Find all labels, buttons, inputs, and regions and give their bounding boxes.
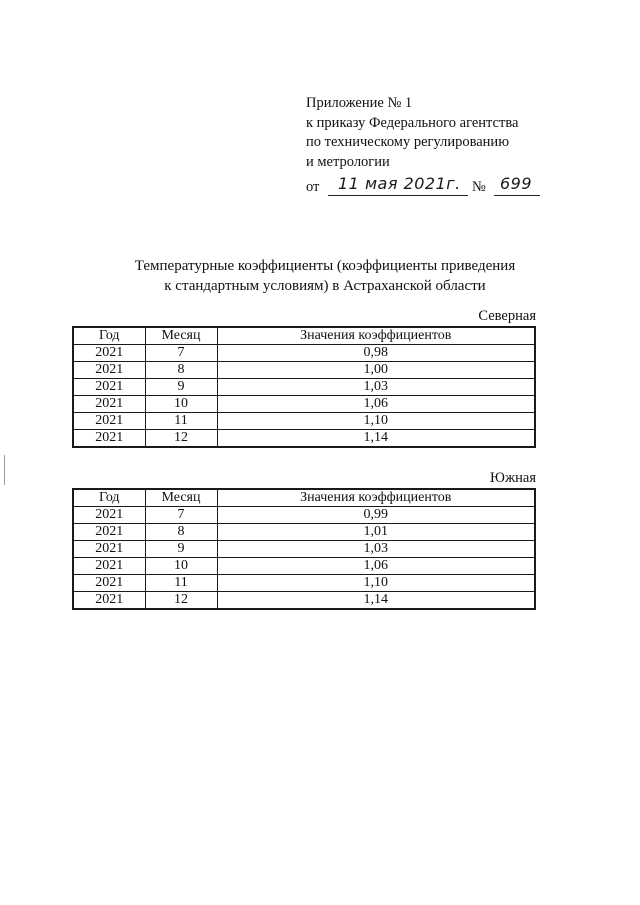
cell-month: 8 (145, 524, 217, 541)
cell-coefficient: 1,06 (217, 558, 535, 575)
table-row (73, 362, 535, 379)
table-row (73, 558, 535, 575)
table-row (73, 592, 535, 610)
cell-coefficient: 1,10 (217, 575, 535, 592)
appendix-line: и метрологии (306, 153, 390, 170)
cell-coefficient: 1,10 (217, 413, 535, 430)
cell-month: 9 (145, 541, 217, 558)
header-coefficient: Значения коэффициентов (217, 489, 535, 507)
table-row (73, 379, 535, 396)
cell-year: 2021 (73, 507, 145, 524)
header-month: Месяц (145, 327, 217, 345)
cell-coefficient: 1,06 (217, 396, 535, 413)
cell-month: 10 (145, 558, 217, 575)
cell-year: 2021 (73, 541, 145, 558)
handwritten-date: 11 мая 2021г. (338, 174, 461, 193)
header-coefficient: Значения коэффициентов (217, 327, 535, 345)
cell-year: 2021 (73, 592, 145, 610)
cell-coefficient: 1,01 (217, 524, 535, 541)
table-row (73, 345, 535, 362)
cell-year: 2021 (73, 430, 145, 448)
coefficients-table-south (72, 488, 536, 610)
header-month: Месяц (145, 489, 217, 507)
cell-month: 11 (145, 413, 217, 430)
cell-year: 2021 (73, 362, 145, 379)
date-underline (328, 195, 468, 196)
cell-month: 10 (145, 396, 217, 413)
table-row (73, 507, 535, 524)
table-header-row (73, 489, 535, 507)
appendix-line: Приложение № 1 (306, 95, 413, 111)
cell-month: 9 (145, 379, 217, 396)
cell-year: 2021 (73, 575, 145, 592)
cell-coefficient: 1,00 (217, 362, 535, 379)
table-row (73, 541, 535, 558)
cell-month: 11 (145, 575, 217, 592)
coefficients-table-north (72, 326, 536, 448)
header-year: Год (73, 489, 145, 507)
number-underline (494, 195, 540, 196)
from-label: от (306, 179, 320, 195)
cell-month: 8 (145, 362, 217, 379)
cell-coefficient: 0,98 (217, 345, 535, 362)
header-year: Год (73, 327, 145, 345)
scan-margin-mark (4, 455, 5, 485)
table-row (73, 524, 535, 541)
cell-coefficient: 0,99 (217, 507, 535, 524)
cell-year: 2021 (73, 558, 145, 575)
appendix-line: к приказу Федерального агентства (306, 114, 519, 131)
title-line-1: Температурные коэффициенты (коэффициенты приведения (134, 258, 516, 274)
table-row (73, 430, 535, 448)
cell-coefficient: 1,03 (217, 541, 535, 558)
appendix-header (306, 94, 533, 200)
document-title (100, 256, 550, 296)
cell-year: 2021 (73, 345, 145, 362)
region-label-north: Северная (478, 308, 536, 324)
cell-year: 2021 (73, 379, 145, 396)
region-label-south: Южная (490, 470, 536, 486)
cell-month: 12 (145, 430, 217, 448)
handwritten-number: 699 (500, 174, 533, 193)
table-row (73, 575, 535, 592)
title-line-2: к стандартным условиям) в Астраханской области (164, 278, 486, 294)
cell-coefficient: 1,14 (217, 592, 535, 610)
cell-year: 2021 (73, 413, 145, 430)
order-date-number-line (306, 174, 533, 200)
cell-month: 12 (145, 592, 217, 610)
appendix-line: по техническому регулированию (306, 134, 510, 150)
table-header-row (73, 327, 535, 345)
number-label: № (472, 179, 486, 195)
cell-year: 2021 (73, 524, 145, 541)
cell-month: 7 (145, 345, 217, 362)
cell-coefficient: 1,03 (217, 379, 535, 396)
cell-year: 2021 (73, 396, 145, 413)
table-row (73, 396, 535, 413)
cell-coefficient: 1,14 (217, 430, 535, 448)
table-row (73, 413, 535, 430)
cell-month: 7 (145, 507, 217, 524)
